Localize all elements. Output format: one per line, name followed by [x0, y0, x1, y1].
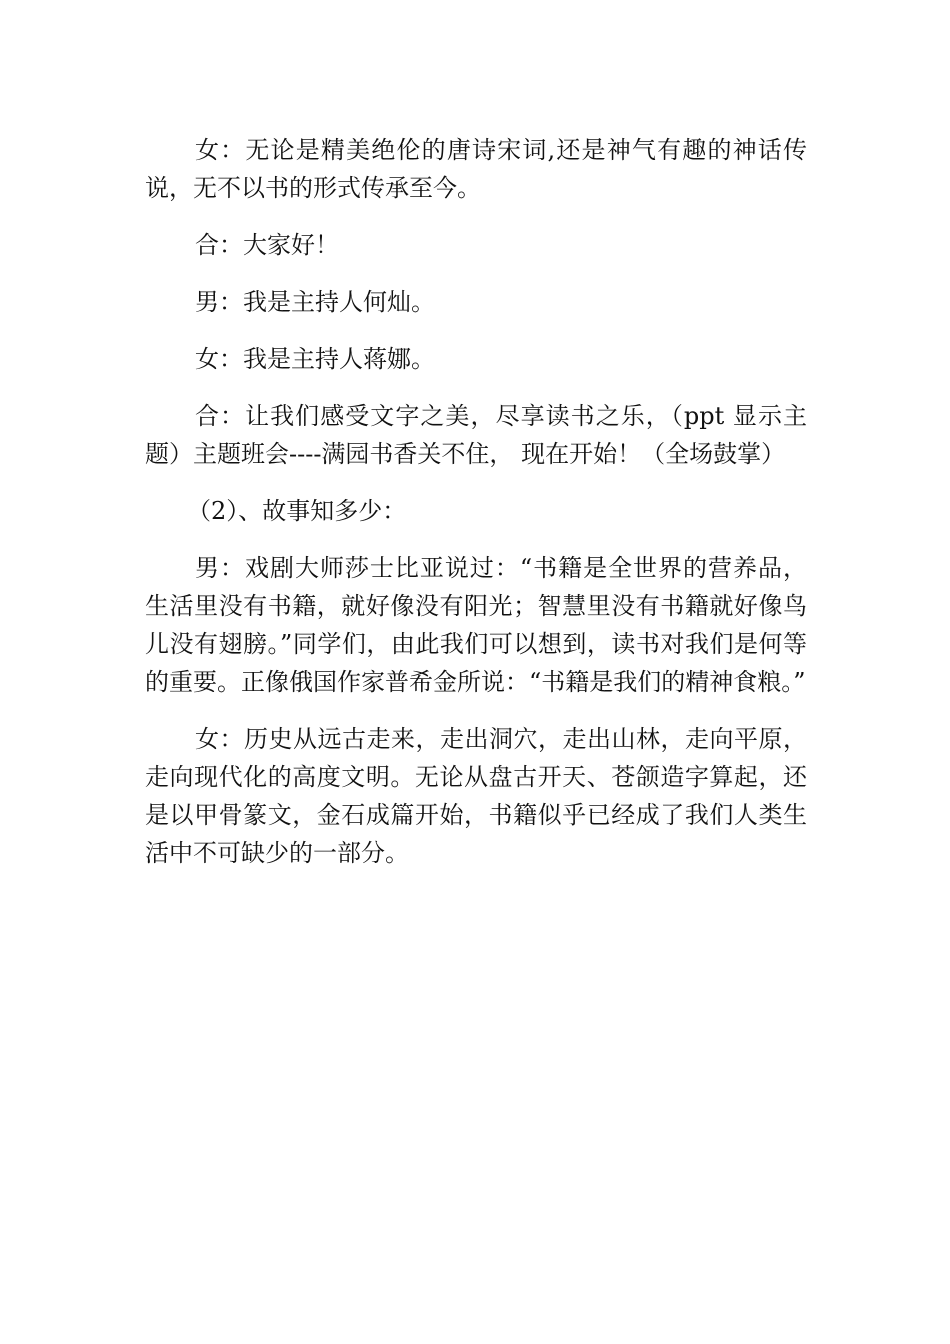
paragraph-together-greeting: 合：大家好！ — [195, 231, 339, 259]
section-heading-stories: （2）、故事知多少： — [187, 497, 407, 525]
paragraph-male-shakespeare: 男：戏剧大师莎士比亚说过：“书籍是全世界的营养品，生活里没有书籍，就好像没有阳光；智慧里没有书籍就好像鸟儿没有翅膀。”同学们，由此我们可以想到，读书对我们是何等的重要。正像俄国作家普希金所说：“书籍是我们的精神食粮。” — [145, 554, 807, 696]
paragraph-male-host: 男：我是主持人何灿。 — [195, 288, 435, 316]
paragraph-female-intro: 女：无论是精美绝伦的唐诗宋词,还是神气有趣的神话传说，无不以书的形式传承至今。 — [145, 136, 807, 202]
paragraph-together-start: 合：让我们感受文字之美，尽享读书之乐，（ppt 显示主题）主题班会----满园书香关不住， 现在开始！（全场鼓掌） — [145, 402, 807, 468]
paragraph-female-host: 女：我是主持人蒋娜。 — [195, 345, 435, 373]
document-page — [145, 131, 807, 891]
paragraph-female-history: 女：历史从远古走来，走出洞穴，走出山林，走向平原，走向现代化的高度文明。无论从盘古开天、苍颌造字算起，还是以甲骨篆文，金石成篇开始，书籍似乎已经成了我们人类生活中不可缺少的一部分。 — [145, 725, 807, 867]
